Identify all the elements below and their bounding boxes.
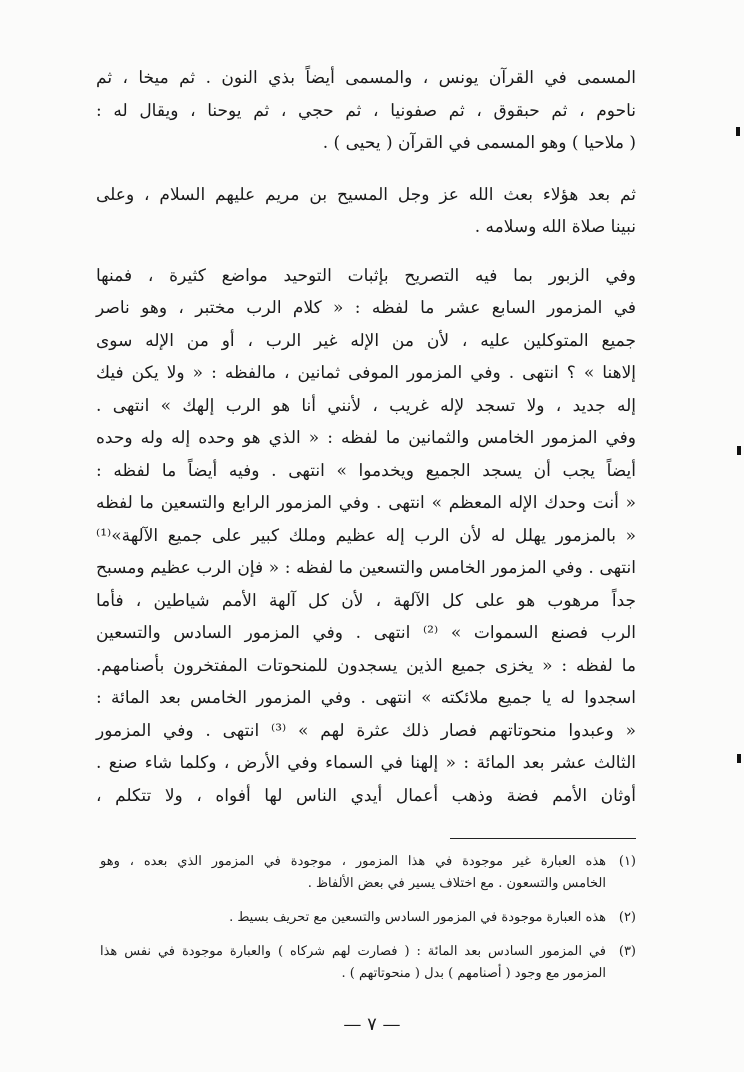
paragraph-3 <box>96 260 636 813</box>
footnote-line: الخامس والتسعون . مع اختلاف يسير في بعض الألفاظ . <box>307 876 606 891</box>
text-line: في المزمور السابع عشر ما لفظه : « كلام الرب مختبر ، وهو ناصر <box>96 298 636 318</box>
text-line: جداً مرهوب هو على كل الآلهة ، لأن كل آلهة الأمم شياطين ، فأما <box>96 590 636 611</box>
footnote-line: المزمور مع وجود ( أصنامهم ) بدل ( منحوتاتهم ) . <box>341 966 606 981</box>
text-line: الثالث عشر بعد المائة : « إلهنا في السماء وفي الأرض ، وكلما شاء صنع . <box>96 753 636 773</box>
text-line: الرب فصنع السموات » ⁽²⁾ انتهى . وفي المزمور السادس والتسعين <box>96 623 636 643</box>
text-line: « بالمزمور يهلل له لأن الرب إله عظيم وملك كبير على جميع الآلهة»⁽¹⁾ <box>96 525 636 546</box>
text-line: إله جديد ، ولا تسجد لإله غريب ، لأنني أنا هو الرب إلهك » انتهى . <box>96 395 636 416</box>
text-line: ما لفظه : « يخزى جميع الذين يسجدون للمنحوتات المفتخرون بأصنامهم. <box>96 655 636 676</box>
footnote-number: (١) <box>618 854 636 869</box>
text-line: « وعبدوا منحوتاتهم فصار ذلك عثرة لهم » ⁽³⁾ انتهى . وفي المزمور <box>96 720 636 741</box>
main-text <box>96 62 636 812</box>
footnote-line: هذه العبارة غير موجودة في هذا المزمور ، موجودة في المزمور الذي بعده ، وهو <box>100 854 606 869</box>
text-line: وفي المزمور الخامس والثمانين ما لفظه : « الذي هو وحده إله وله وحده <box>96 428 636 448</box>
footnotes <box>100 851 636 997</box>
paragraph-2 <box>96 179 636 244</box>
footnote-line: في المزمور السادس بعد المائة : ( فصارت لهم شركاه ) والعبارة موجودة في نفس هذا <box>100 944 606 959</box>
text-line: المسمى في القرآن يونس ، والمسمى أيضاً بذي النون . ثم ميخا ، ثم <box>96 68 636 88</box>
text-line: « أنت وحدك الإله المعظم » انتهى . وفي المزمور الرابع والتسعين ما لفظه <box>96 493 636 513</box>
footnote-line: هذه العبارة موجودة في المزمور السادس والتسعين مع تحريف بسيط . <box>229 910 606 925</box>
text-line: ( ملاحيا ) وهو المسمى في القرآن ( يحيى ) . <box>322 133 636 153</box>
text-line: انتهى . وفي المزمور الخامس والتسعين ما لفظه : « فإن الرب عظيم ومسبح <box>96 558 636 578</box>
footnote-separator <box>450 838 636 839</box>
scan-edge-mark <box>737 754 741 763</box>
footnote-2 <box>100 907 636 929</box>
text-line: نبينا صلاة الله وسلامه . <box>474 217 636 237</box>
text-line: أيضاً يجب أن يسجد الجميع ويخدموا » انتهى . وفيه أيضاً ما لفظه : <box>96 460 636 481</box>
scan-edge-mark <box>736 127 740 136</box>
text-line: ثم بعد هؤلاء بعث الله عز وجل المسيح بن مريم عليهم السلام ، وعلى <box>96 184 636 205</box>
footnote-number: (٣) <box>618 944 636 959</box>
footnote-number: (٢) <box>618 910 636 925</box>
text-line: إلاهنا » ؟ انتهى . وفي المزمور الموفى ثمانين ، مالفظه : « ولا يكن فيك <box>96 363 636 383</box>
text-line: وفي الزبور بما فيه التصريح بإثبات التوحيد مواضع كثيرة ، فمنها <box>96 265 636 286</box>
footnote-3 <box>100 941 636 985</box>
text-line: أوثان الأمم فضة وذهب أعمال أيدي الناس لها أفواه ، ولا تتكلم ، <box>96 785 636 806</box>
text-line: جميع المتوكلين عليه ، لأن من الإله غير الرب ، أو من الإله سوى <box>96 330 636 351</box>
text-line: اسجدوا له يا جميع ملائكته » انتهى . وفي المزمور الخامس بعد المائة : <box>96 688 636 708</box>
paragraph-1 <box>96 62 636 160</box>
scan-edge-mark <box>737 446 741 455</box>
page-number: — ٧ — <box>343 1014 401 1035</box>
text-line: ناحوم ، ثم حبقوق ، ثم صفونيا ، ثم حجي ، ثم يوحنا ، ويقال له : <box>96 100 636 121</box>
footnote-1 <box>100 851 636 895</box>
